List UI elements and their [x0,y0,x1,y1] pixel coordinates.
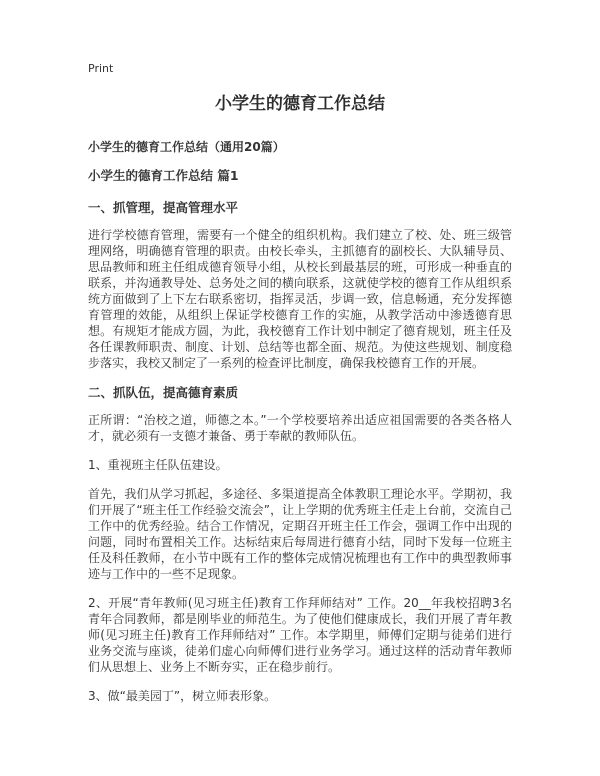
paragraph-item-1-body: 首先，我们从学习抓起，多途径、多渠道提高全体教职工理论水平。学期初，我们开展了“班主任工作经验交流会”，让上学期的优秀班主任走上台前，交流自己工作中的优秀经验。结合工作情况，定期召开班主任工作会，强调工作中出现的问题，同时布置相关工作。达标结束后每周进行德育小结，同时下发每一位班主任及科任教师，在小节中既有工作的整体完成情况梳理也有工作中的典型教师事迹与工作中的一些不足现象。 [88,486,512,581]
section-title: 小学生的德育工作总结 篇1 [88,168,239,184]
paragraph-item-1: 1、重视班主任队伍建设。 [88,457,228,472]
document-title: 小学生的德育工作总结 [215,94,385,114]
print-button[interactable]: Print [88,62,114,75]
paragraph-item-2: 2、开展“青年教师(见习班主任)教育工作拜师结对” 工作。20__年我校招聘3名青年合同教师，都是刚毕业的师范生。为了使他们健康成长，我们开展了青年教师(见习班主任)教育工作拜师结对” 工作。本学期里，师傅们定期与徒弟们进行业务交流与座谈，徒弟们虚心向师傅们进行业务学习。通过这样的活动青年教师们从思想上、业务上不断夯实，正在稳步前行。 [88,595,512,674]
heading-management: 一、抓管理，提高管理水平 [88,200,239,216]
paragraph-item-3: 3、做“最美园丁”，树立师表形象。 [88,688,277,703]
paragraph-team-intro: 正所谓：“治校之道，师德之本。”一个学校要培养出适应祖国需要的各类各格人才，就必须有一支德才兼备、勇于奉献的教师队伍。 [88,412,512,443]
paragraph-management-body: 进行学校德育管理，需要有一个健全的组织机构。我们建立了校、处、班三级管理网络，明确德育管理的职责。由校长牵头，主抓德育的副校长、大队辅导员、思品教师和班主任组成德育领导小组，从校长到最基层的班，可形成一种垂直的联系，并沟通教导处、总务处之间的横向联系，这就使学校的德育工作从组织系统方面做到了上下左右联系密切，指挥灵活，步调一致，信息畅通，充分发挥德育管理的效能，从组织上保证学校德育工作的实施，从教学活动中渗透德育思想。有规矩才能成方圆，为此，我校德育工作计划中制定了德育规划，班主任及各任课教师职责、制度、计划、总结等也都全面、规范。为使这些规划、制度稳步落实，我校又制定了一系列的检查评比制度，确保我校德育工作的开展。 [88,228,512,371]
document-subtitle: 小学生的德育工作总结（通用20篇） [88,140,285,155]
heading-team: 二、抓队伍，提高德育素质 [88,385,239,401]
